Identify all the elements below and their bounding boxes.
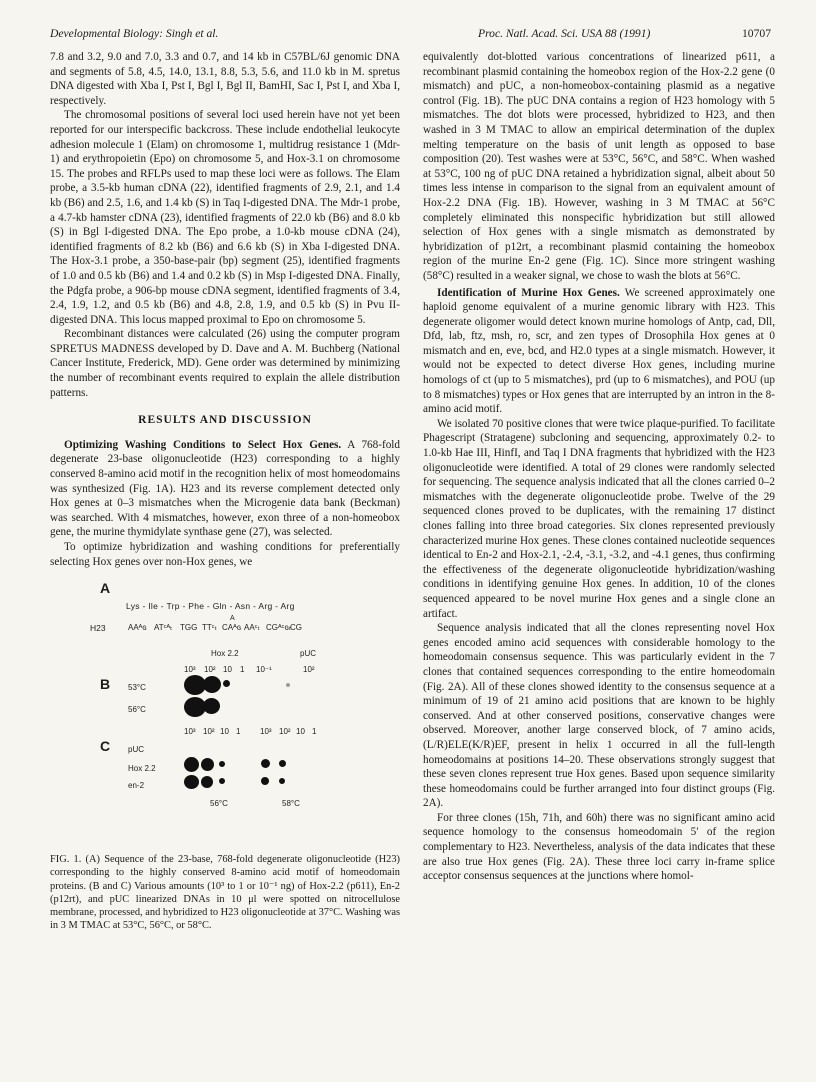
conc-label: 10³ xyxy=(184,727,196,737)
paragraph: For three clones (15h, 71h, and 60h) there was no significant amino acid sequence homology to the consensus homeodomain 5′ of the region complementary to H23. Nevertheless, analysis of the data indicates that these are also true Hox genes (Fig. 2A). These three loci carry in-frame splice acceptor consensus sequences at the junctions where homol- xyxy=(423,811,775,883)
codon: ATᶜᴬₜ xyxy=(154,623,173,633)
codon: TGG xyxy=(180,623,198,633)
paragraph: equivalently dot-blotted various concentrations of linearized p611, a recombinant plasmid containing the homeobox region of the Hox-2.2 gene (0 mismatch) and pUC, a non-homeobox-containing plasmid as a negative control (Fig. 1B). The pUC DNA contains a region of H23 homology with 5 mismatches. The dot blots were processed, hybridized to H23, and then washed in 3 M TMAC to allow an empirical determination of the duplex melting temperature on the basis of unit length as opposed to base composition (20). Test washes were at 53°C, 56°C, and 58°C. When washed at 53°C, 100 ng of pUC DNA retained a hybridization signal, albeit about 50 times less intense in comparison to the signal from an equivalent amount of Hox-2.2 DNA (Fig. 1B). However, washing in 3 M TMAC at 56°C completely eliminated this nonspecific hybridization but still allowed selection of Hox genes with a single mismatch as demonstrated by hybridization of p12rt, a recombinant plasmid containing the homeobox region of the murine En-2 gene (Fig. 1C). Since more stringent washing (58°C) resulted in a weaker signal, we chose to wash the blots at 56°C. xyxy=(423,51,775,282)
conc-label: 10⁻¹ xyxy=(256,665,272,675)
conc-label: 10³ xyxy=(260,727,272,737)
codon: CG xyxy=(290,623,302,633)
paragraph: 7.8 and 3.2, 9.0 and 7.0, 3.3 and 0.7, and 14 kb in C57BL/6J genomic DNA and segments of 5.8, 4.5, 14.0, 13.1, 8.8, 5.3, 5.6, and 11.0 kb in M. spretus DNA digested with Xba I, Pst I, Bgl I, Bgl II, BamHI, Sac I, Pst I, and Xba I, respectively. xyxy=(50,51,400,107)
conc-label: 10 xyxy=(223,665,232,675)
panel-label-b: B xyxy=(100,676,111,693)
paragraph xyxy=(50,438,400,540)
temp-footer-58: 58°C xyxy=(282,799,300,809)
conc-label: 10² xyxy=(204,665,216,675)
running-header-left: Developmental Biology: Singh et al. xyxy=(50,27,219,40)
running-header-right: Proc. Natl. Acad. Sci. USA 88 (1991) xyxy=(478,27,651,40)
figure-caption: FIG. 1. (A) Sequence of the 23-base, 768-fold degenerate oligonucleotide (H23) corresponding to the highly conserved 8-amino acid motif of homeodomain proteins. (B and C) Various amounts (10³ to 1 or 10⁻¹ ng) of Hox-2.2 (p611), En-2 (p12rt), and pUC linearized DNAs in 10 μl were spotted on nitrocellulose membrane, processed, and hybridized to H23 oligonucleotide at 37°C. Washing was in 3 M TMAC at 53°C, 56°C, or 58°C. xyxy=(50,854,400,932)
conc-label: 10 xyxy=(220,727,229,737)
section-heading: RESULTS AND DISCUSSION xyxy=(138,414,312,427)
conc-label: 1 xyxy=(236,727,241,737)
blot-dot xyxy=(203,676,221,693)
page-number: 10707 xyxy=(742,27,771,40)
run-in-heading: Identification of Murine Hox Genes. xyxy=(437,286,620,299)
temp-label-53: 53°C xyxy=(128,683,146,693)
codon: CGᴬᶜɢₜ xyxy=(266,623,292,633)
conc-label: 10³ xyxy=(184,665,196,675)
temp-footer-56: 56°C xyxy=(210,799,228,809)
paragraph-body: We screened approximately one haploid genome equivalent of a murine genomic library with H23. This degenerate oligomer would detect known murine homologs of Antp, cad, Dll, Dfd, lab, ftz, msh, ro, scr, and zen types of Drosophila Hox genes at 0 mismatch and en, eve, bcd, and H2.0 types at a single mismatch. However, it would not be expected to detect diverse Hox genes, including murine homologs of ct (up to 5 mismatches), prd (up to 6 mismatches), and POU (up to 8 mismatches) types or Hox genes that are interrupted by an intron in the 8-amino acid motif. xyxy=(423,286,775,416)
paragraph: Recombinant distances were calculated (26) using the computer program SPRETUS MADNESS developed by D. Dave and A. M. Buchberg (National Cancer Institute, Frederick, MD). Gene order was determined by minimizing the number of recombinant events required to explain the allele distribution patterns. xyxy=(50,328,400,399)
blot-dot xyxy=(219,778,225,784)
paragraph: To optimize hybridization and washing conditions for preferentially selecting Hox genes over non-Hox genes, we xyxy=(50,541,400,568)
blot-dot xyxy=(184,757,199,772)
row-label-en2: en-2 xyxy=(128,781,145,791)
h23-label: H23 xyxy=(90,623,106,634)
paragraph xyxy=(423,286,775,417)
run-in-heading: Optimizing Washing Conditions to Select Hox Genes. xyxy=(64,438,342,451)
paragraph: Sequence analysis indicated that all the clones representing novel Hox genes encoded amino acid sequences with considerable homology to the homeodomain consensus sequence. This was particularly evident in the 7 clones that contained sequences corresponding to the entire homeodomain (Fig. 2A). All of these clones showed identity to the consensus sequence at a minimum of 19 of 21 amino acid positions that are known to be highly conserved. And at other conserved positions, conservative changes were observed. Moreover, another large conserved block, of 7 amino acids, (L/R)ELE(K/R)EF, present in helix 1 occurred in all the full-length homeodomains at positions 14–20. These observations strongly suggest that these seven clones represent true Hox genes. Based upon sequence similarity these homeodomains could be further arranged into four distinct groups (Fig. 2A). xyxy=(423,622,775,810)
blot-dot xyxy=(279,778,285,784)
paragraph-body: A 768-fold degenerate 23-base oligonucleotide (H23) corresponding to a highly conserved 8-amino acid motif in the recognition helix of most homeodomains was synthesized (Fig. 1A). H23 and its reverse complement detected only Hox genes at 0–3 mismatches when the Microgenie data bank (Beckman) was searched. With 4 mismatches, however, exon three of a non-homeobox gene, the murine thymidylate synthase gene (27), was selected. xyxy=(50,438,400,539)
row-label-puc: pUC xyxy=(128,745,145,755)
paragraph: The chromosomal positions of several loci used herein have not yet been reported for our interspecific backcross. These include endothelial leukocyte adhesion molecule 1 (Elam) on chromosome 1, multidrug resistance 1 (Mdr-1) and erythropoietin (Epo) on chromosome 5, and Hox-3.1 on chromosome 15. The probes and RFLPs used to map these loci were as follows. The Elam probe, a 3.5-kb human cDNA (22), identified fragments of 2.9, 2.1, and 1.4 kb (B6) and 2.5, 1.6, and 1.4 kb (S) in Taq I-digested DNA. The Mdr-1 probe, a 4.7-kb hamster cDNA (23), identified fragments of 22.0 kb (B6) and 8.0 kb (S) in Bgl I-digested DNA. The Epo probe, a 1.0-kb mouse cDNA (24), identified fragments of 8.2 kb (B6) and 6.6 kb (S) in Xba I-digested DNA. The Hox-3.1 probe, a 350-base-pair (bp) segment (25), identified fragments of 1.0 and 0.5 kb (B6) and 1.4 and 0.2 kb (S) in Msp I-digested DNA. Finally, the Pdgfa probe, a 906-bp mouse cDNA segment, identified fragments of 3.4, 2.4, 1.9, 1.2, and 0.5 kb (B6) and 4.8, 2.8, 1.9, and 0.5 kb (S) in Pvu II-digested DNA. This locus mapped proximal to Epo on chromosome 5. xyxy=(50,109,400,326)
blot-dot xyxy=(261,777,269,785)
panel-label-a: A xyxy=(100,580,111,597)
blot-dot xyxy=(184,775,199,789)
blot-dot xyxy=(203,698,220,714)
blot-dot xyxy=(286,683,290,687)
conc-label: 10 xyxy=(296,727,305,737)
blot-dot xyxy=(201,776,213,788)
right-column xyxy=(423,50,775,884)
codon: AAᶜₜ xyxy=(244,623,260,633)
blot-dot xyxy=(219,761,225,767)
amino-acid-sequence: Lys - Ile - Trp - Phe - Gln - Asn - Arg - Arg xyxy=(126,601,295,612)
conc-label: 1 xyxy=(240,665,245,675)
codon: TTᶜₜ xyxy=(202,623,217,633)
conc-label: 1 xyxy=(312,727,317,737)
blot-dot xyxy=(261,759,270,768)
conc-label: 10² xyxy=(303,665,315,675)
figure-1 xyxy=(50,579,400,847)
panel-label-c: C xyxy=(100,738,111,755)
conc-label: 10² xyxy=(279,727,291,737)
conc-label: 10² xyxy=(203,727,215,737)
hox22-header: Hox 2.2 xyxy=(211,649,239,659)
codon: AAᴬɢ xyxy=(128,623,147,633)
temp-label-56: 56°C xyxy=(128,705,146,715)
blot-dot xyxy=(279,760,286,767)
codon: CAᴬɢ xyxy=(222,623,242,633)
blot-dot xyxy=(201,758,214,771)
codon-superscript: A xyxy=(230,615,235,623)
blot-dot xyxy=(223,680,230,687)
row-label-hox22: Hox 2.2 xyxy=(128,764,156,774)
paragraph: We isolated 70 positive clones that were twice plaque-purified. To facilitate Phagescript (Stratagene) subcloning and sequencing, approximately 0.2- to 1.0-kb Hae III, HinfI, and Taq I DNA fragments that hybridized with the H23 oligonucleotide were identified. A total of 29 clones were randomly selected for sequencing. The sequence analysis indicated that all the clones carried 0–2 mismatches with the degenerate oligonucleotide probe. Twelve of the 29 sequenced clones proved to be duplicates, with the remaining 17 distinct clones falling into three broad categories. Six clones represented previously characterized murine Hox genes. These clones contained nucleotide sequences identical to En-2 and Hox-2.1, -2.4, -3.1, -3.2, and -4.1 genes, thus confirming the effectiveness of the degenerate oligonucleotide hybridization/washing conditions in identifying genuine Hox genes. In addition, 10 of the clones sequenced appeared to be novel murine Hox genes and a single clone an artifact. xyxy=(423,417,775,620)
puc-header: pUC xyxy=(300,649,317,659)
left-column xyxy=(50,50,400,932)
